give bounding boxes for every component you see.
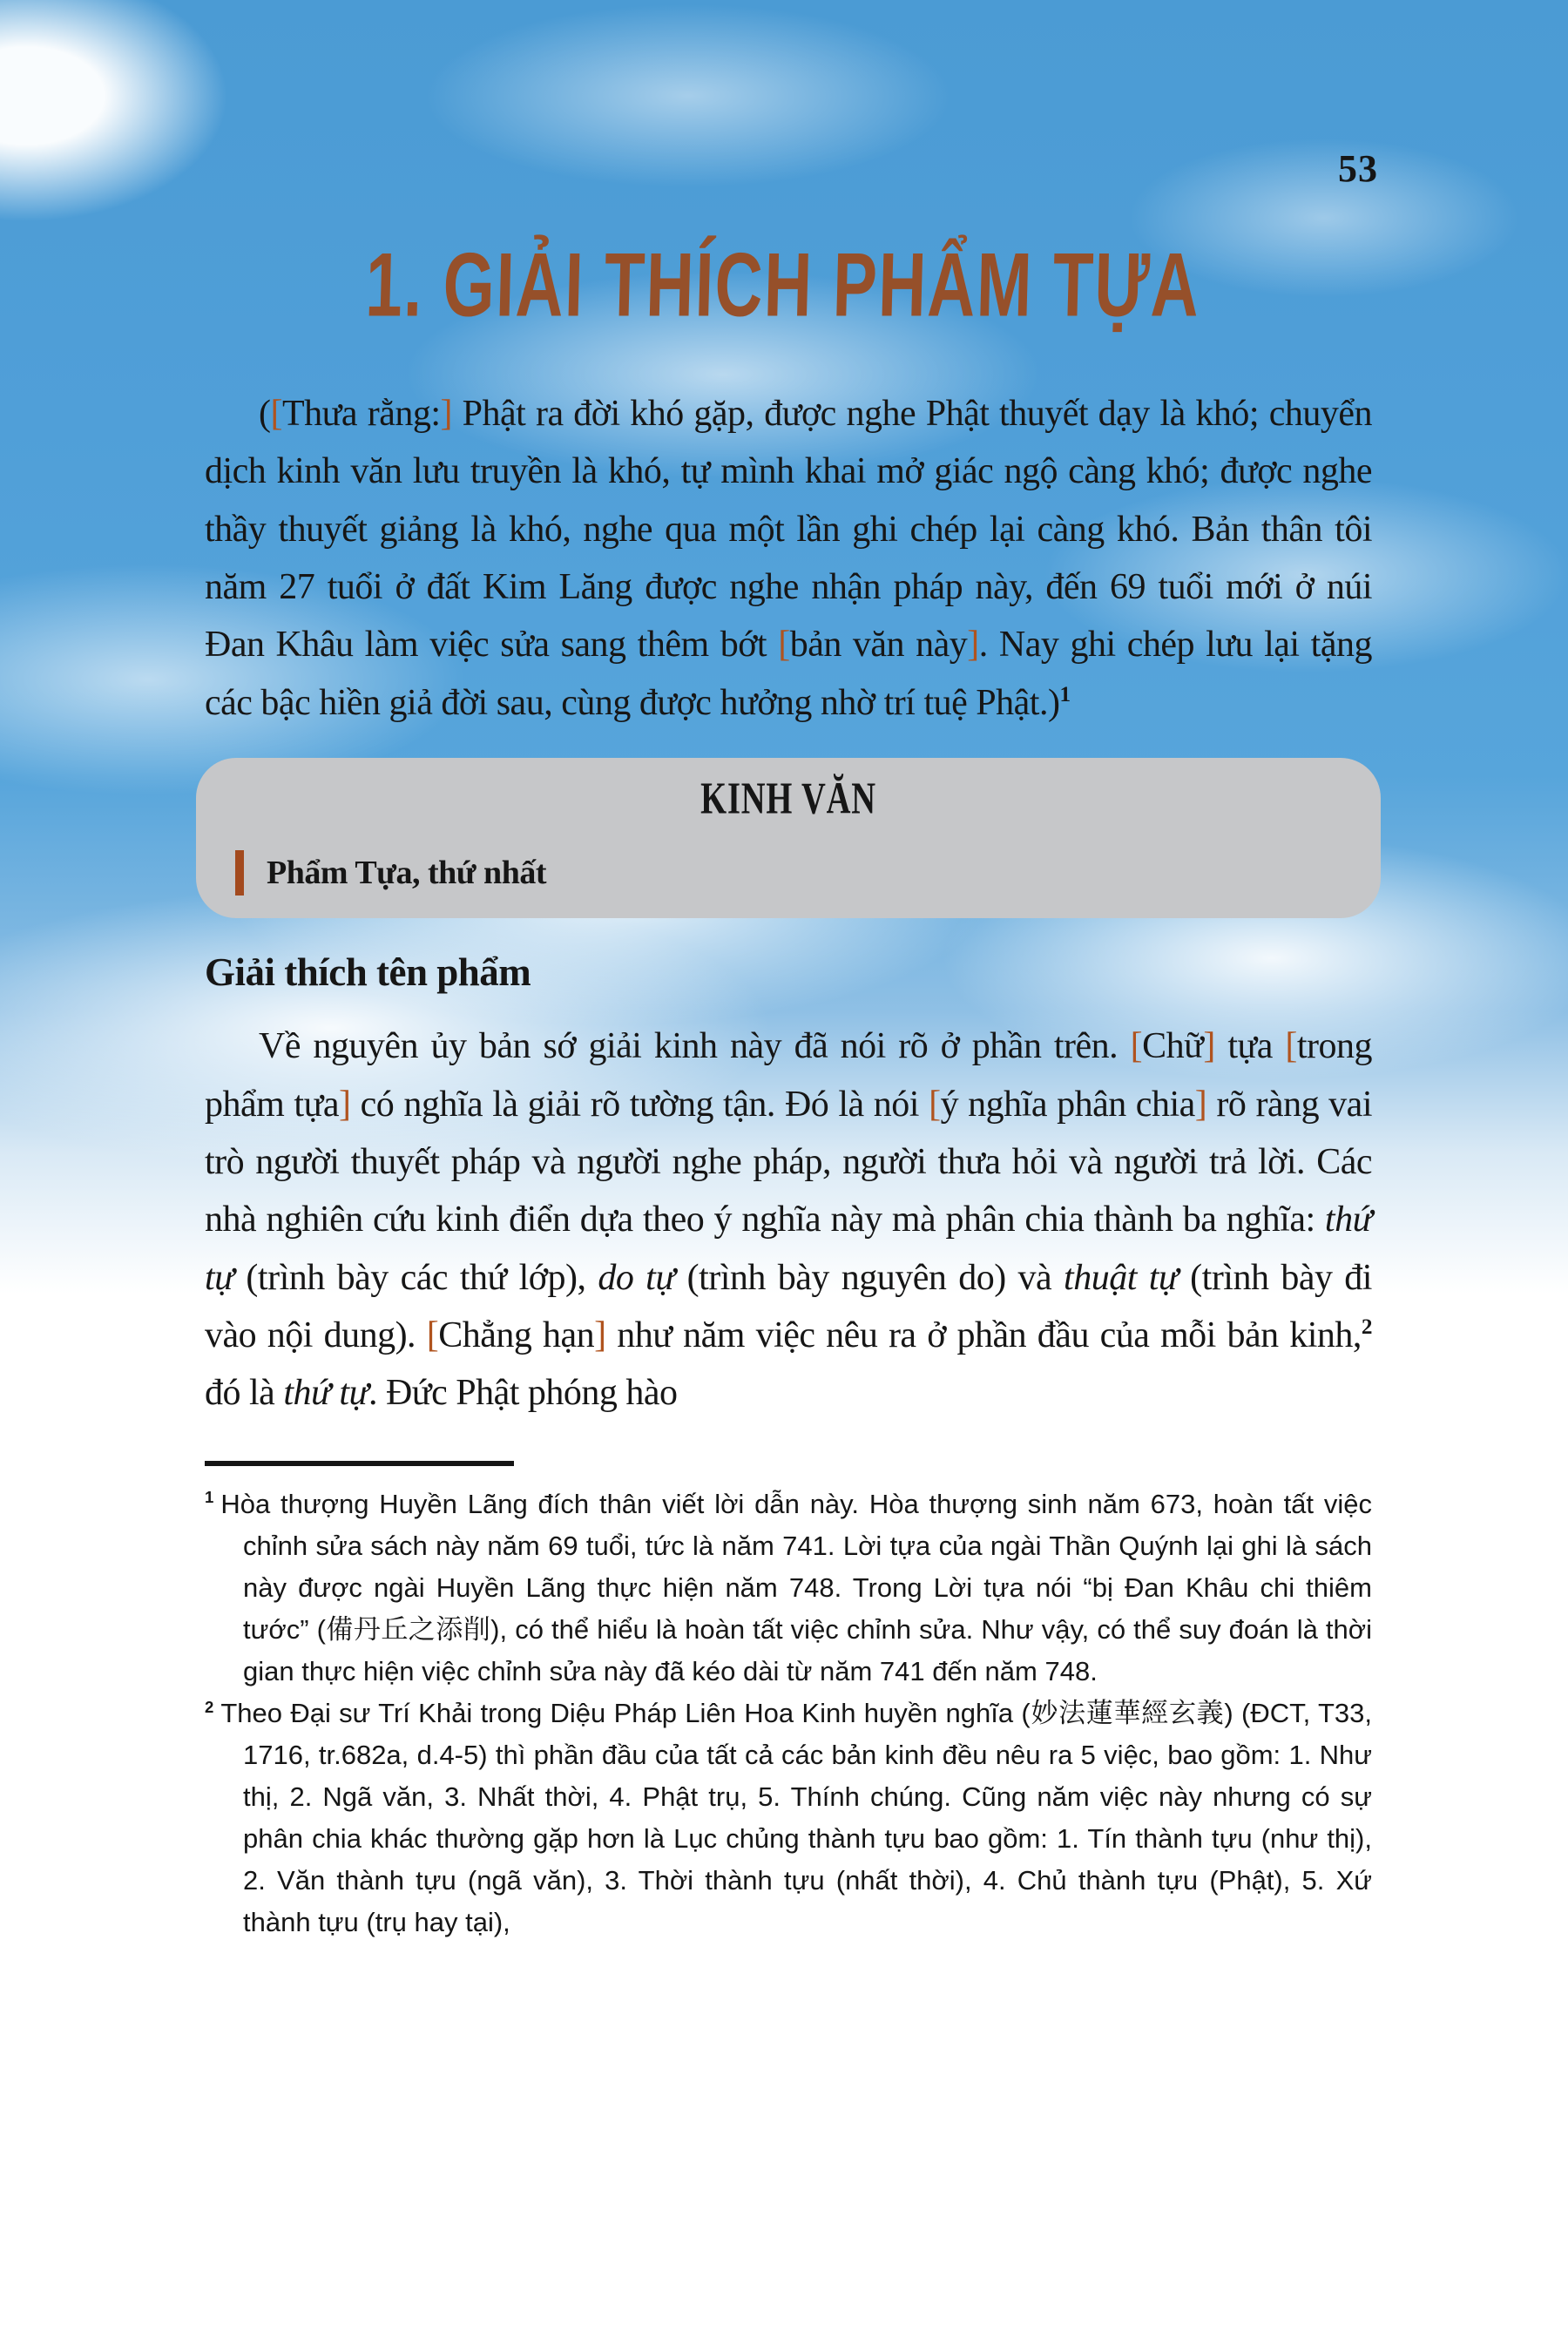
intro-paragraph: ([Thưa rằng:] Phật ra đời khó gặp, được nghe Phật thuyết dạy là khó; chuyển dịch kinh văn lưu truyền là khó, tự mình khai mở giác ngộ càng khó; được nghe thầy thuyết giảng là khó, nghe qua một lần ghi chép lại càng khó. Bản thân tôi năm 27 tuổi ở đất Kim Lăng được nghe nhận pháp này, đến 69 tuổi mới ở núi Đan Khâu làm việc sửa sang thêm bớt [bản văn này]. Nay ghi chép lưu lại tặng các bậc hiền giả đời sau, cùng được hưởng nhờ trí tuệ Phật.)$^1$ [205, 394, 1372, 723]
accent-bar-icon [235, 850, 244, 896]
section-heading: Giải thích tên phẩm [205, 950, 531, 995]
footnote-2: $^2$ Theo Đại sư Trí Khải trong Diệu Pháp Liên Hoa Kinh huyền nghĩa (妙法蓮華經玄義) (ĐCT, T33, 1716, tr.682a, d.4-5) thì phần đầu của tất cả các bản kinh đều nêu ra 5 việc, bao gồm: 1. Như thị, 2. Ngã văn, 3. Nhất thời, 4. Phật trụ, 5. Thính chúng. Cũng năm việc này nhưng có sự phân chia khác thường gặp hơn là Lục chủng thành tựu bao gồm: 1. Tín thành tựu (như thị), 2. Văn thành tựu (ngã văn), 3. Thời thành tựu (nhất thời), 4. Chủ thành tựu (Phật), 5. Xứ thành tựu (trụ hay tại), [205, 1697, 1372, 1938]
kinh-van-heading [235, 775, 1342, 822]
chapter-title-text: 1. GIẢI THÍCH PHẨM TỰA [364, 234, 1201, 336]
kinh-van-box [196, 758, 1381, 918]
chapter-title [0, 233, 1568, 334]
kinh-van-heading-text: KINH VĂN [700, 774, 876, 824]
footnotes [205, 1484, 1372, 1944]
page-number: 53 [1338, 147, 1378, 190]
kinh-van-subheading-row [235, 850, 1342, 896]
footnote-divider [205, 1461, 514, 1466]
kinh-van-subheading: Phẩm Tựa, thứ nhất [267, 855, 546, 892]
footnote-1: $^1$ Hòa thượng Huyền Lãng đích thân viết lời dẫn này. Hòa thượng sinh năm 673, hoàn tất việc chỉnh sửa sách này năm 69 tuổi, tức là năm 741. Lời tựa của ngài Thần Quýnh lại ghi là sách này được ngài Huyền Lãng thực hiện năm 748. Trong Lời tựa nói “bị Đan Khâu chi thiêm tước” (備丹丘之添削), có thể hiểu là hoàn tất việc chỉnh sửa. Như vậy, có thể suy đoán là thời gian thực hiện việc chỉnh sửa này đã kéo dài từ năm 741 đến năm 748. [205, 1488, 1372, 1686]
page-content [205, 385, 1372, 1943]
section-paragraph: Về nguyên ủy bản sớ giải kinh này đã nói rõ ở phần trên. [Chữ] tựa [trong phẩm tựa] có nghĩa là giải rõ tường tận. Đó là nói [ý nghĩa phân chia] rõ ràng vai trò người thuyết pháp và người nghe pháp, người thưa hỏi và người trả lời. Các nhà nghiên cứu kinh điển dựa theo ý nghĩa này mà phân chia thành ba nghĩa: thứ tự (trình bày các thứ lớp), do tự (trình bày nguyên do) và thuật tự (trình bày đi vào nội dung). [Chẳng hạn] như năm việc nêu ra ở phần đầu của mỗi bản kinh,$^2$ đó là thứ tự. Đức Phật phóng hào [205, 1026, 1373, 1414]
